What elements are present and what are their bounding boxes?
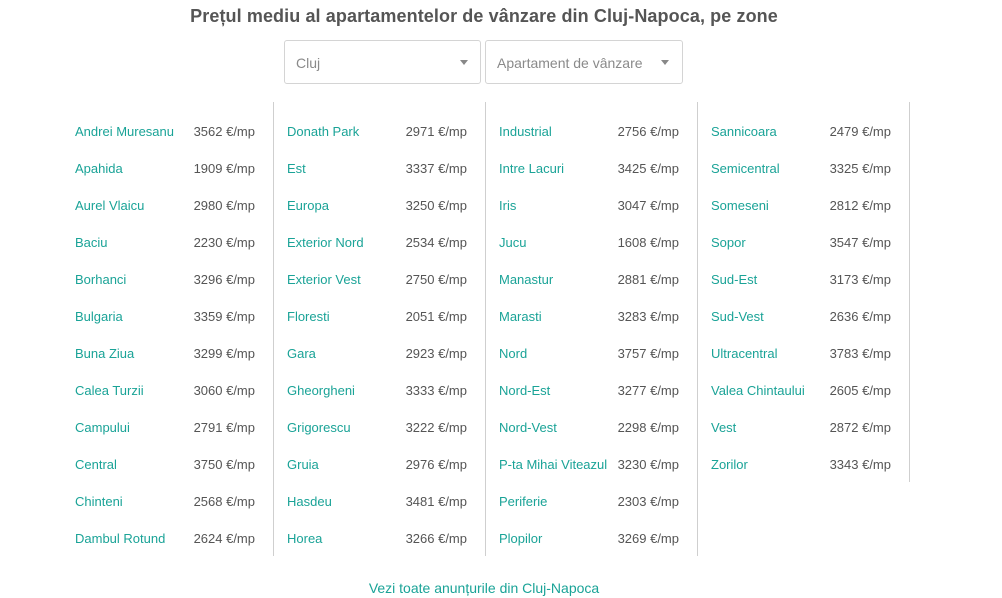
zone-link[interactable]: Grigorescu bbox=[287, 420, 351, 435]
zone-price-row bbox=[499, 346, 679, 366]
zone-link[interactable]: Buna Ziua bbox=[75, 346, 135, 361]
zone-link[interactable]: Manastur bbox=[499, 272, 554, 287]
zone-link[interactable]: Chinteni bbox=[75, 494, 123, 509]
zone-link[interactable]: Sannicoara bbox=[711, 124, 777, 139]
zone-price-row bbox=[75, 383, 255, 403]
zone-link[interactable]: Est bbox=[287, 161, 306, 176]
column-divider bbox=[485, 102, 486, 556]
zone-price-row bbox=[75, 198, 255, 218]
zone-link[interactable]: Nord-Est bbox=[499, 383, 551, 398]
zone-price: 2980 €/mp bbox=[193, 198, 255, 213]
column-divider bbox=[273, 102, 274, 556]
zone-link[interactable]: Zorilor bbox=[711, 457, 748, 472]
zone-price-row bbox=[499, 235, 679, 255]
zone-price-row bbox=[287, 198, 467, 218]
zone-price: 1608 €/mp bbox=[617, 235, 679, 250]
zone-price-row bbox=[75, 531, 255, 551]
zone-price: 3425 €/mp bbox=[617, 161, 679, 176]
zone-link[interactable]: Central bbox=[75, 457, 117, 472]
zone-price-row bbox=[499, 161, 679, 181]
zone-price-row bbox=[711, 457, 891, 477]
zone-price: 3266 €/mp bbox=[405, 531, 467, 546]
city-select-value: Cluj bbox=[296, 55, 321, 71]
zone-link[interactable]: Sopor bbox=[711, 235, 746, 250]
zone-price: 2298 €/mp bbox=[617, 420, 679, 435]
zone-price-row bbox=[711, 272, 891, 292]
zone-price: 1909 €/mp bbox=[193, 161, 255, 176]
zone-link[interactable]: Marasti bbox=[499, 309, 542, 324]
zone-price: 2756 €/mp bbox=[617, 124, 679, 139]
zone-link[interactable]: Bulgaria bbox=[75, 309, 123, 324]
zone-link[interactable]: P-ta Mihai Viteazul bbox=[499, 457, 608, 472]
zone-price-row bbox=[75, 457, 255, 477]
zone-price: 2624 €/mp bbox=[193, 531, 255, 546]
zone-link[interactable]: Andrei Muresanu bbox=[75, 124, 174, 139]
zone-price-row bbox=[499, 124, 679, 144]
zone-price: 3047 €/mp bbox=[617, 198, 679, 213]
zone-price: 3783 €/mp bbox=[829, 346, 891, 361]
zone-price-row bbox=[287, 531, 467, 551]
column-divider bbox=[697, 102, 698, 556]
zone-link[interactable]: Industrial bbox=[499, 124, 552, 139]
property-type-select[interactable] bbox=[485, 40, 683, 84]
zone-price: 3337 €/mp bbox=[405, 161, 467, 176]
zone-price: 3222 €/mp bbox=[405, 420, 467, 435]
zone-price-row bbox=[711, 309, 891, 329]
zone-price: 2303 €/mp bbox=[617, 494, 679, 509]
zone-price: 2230 €/mp bbox=[193, 235, 255, 250]
zone-price-row bbox=[499, 383, 679, 403]
zone-price: 2872 €/mp bbox=[829, 420, 891, 435]
zone-link[interactable]: Hasdeu bbox=[287, 494, 332, 509]
zone-price-row bbox=[287, 346, 467, 366]
zone-price: 3343 €/mp bbox=[829, 457, 891, 472]
zone-price-row bbox=[711, 420, 891, 440]
zone-price: 3481 €/mp bbox=[405, 494, 467, 509]
zone-price-row bbox=[711, 235, 891, 255]
zone-link[interactable]: Aurel Vlaicu bbox=[75, 198, 145, 213]
zone-price: 3277 €/mp bbox=[617, 383, 679, 398]
zone-price: 2923 €/mp bbox=[405, 346, 467, 361]
zone-price: 2605 €/mp bbox=[829, 383, 891, 398]
zone-price: 3060 €/mp bbox=[193, 383, 255, 398]
zone-link[interactable]: Intre Lacuri bbox=[499, 161, 565, 176]
zone-link[interactable]: Periferie bbox=[499, 494, 548, 509]
zone-price-row bbox=[499, 272, 679, 292]
zone-link[interactable]: Gheorgheni bbox=[287, 383, 355, 398]
zone-link[interactable]: Exterior Nord bbox=[287, 235, 364, 250]
zone-price-row bbox=[711, 161, 891, 181]
zone-price: 3173 €/mp bbox=[829, 272, 891, 287]
zone-price-row bbox=[287, 235, 467, 255]
zone-link[interactable]: Gara bbox=[287, 346, 316, 361]
zone-price-row bbox=[287, 457, 467, 477]
zone-price: 2534 €/mp bbox=[405, 235, 467, 250]
zone-link[interactable]: Nord bbox=[499, 346, 528, 361]
zone-price-row bbox=[711, 198, 891, 218]
zone-price-row bbox=[499, 531, 679, 551]
zone-link[interactable]: Campului bbox=[75, 420, 130, 435]
zone-link[interactable]: Exterior Vest bbox=[287, 272, 361, 287]
zone-price: 3333 €/mp bbox=[405, 383, 467, 398]
chevron-down-icon bbox=[460, 60, 468, 65]
property-type-select-value: Apartament de vânzare bbox=[497, 55, 643, 71]
zone-link[interactable]: Ultracentral bbox=[711, 346, 778, 361]
zone-price-row bbox=[711, 124, 891, 144]
zone-price-row bbox=[499, 309, 679, 329]
zone-link[interactable]: Donath Park bbox=[287, 124, 360, 139]
zone-price-row bbox=[287, 420, 467, 440]
zone-price-row bbox=[287, 494, 467, 514]
zone-price: 2812 €/mp bbox=[829, 198, 891, 213]
zone-price: 2881 €/mp bbox=[617, 272, 679, 287]
zone-price: 3250 €/mp bbox=[405, 198, 467, 213]
zone-price-row bbox=[499, 420, 679, 440]
zone-link[interactable]: Europa bbox=[287, 198, 329, 213]
zone-link[interactable]: Horea bbox=[287, 531, 323, 546]
zone-link[interactable]: Plopilor bbox=[499, 531, 543, 546]
zone-price: 2750 €/mp bbox=[405, 272, 467, 287]
zone-price: 2636 €/mp bbox=[829, 309, 891, 324]
zone-price: 3283 €/mp bbox=[617, 309, 679, 324]
chevron-down-icon bbox=[661, 60, 669, 65]
zone-price-row bbox=[499, 494, 679, 514]
zone-price-row bbox=[75, 272, 255, 292]
page-title: Prețul mediu al apartamentelor de vânzare din Cluj-Napoca, pe zone bbox=[190, 6, 778, 26]
zone-link[interactable]: Sud-Vest bbox=[711, 309, 764, 324]
zone-price-row bbox=[711, 346, 891, 366]
zone-price: 2568 €/mp bbox=[193, 494, 255, 509]
zone-link[interactable]: Jucu bbox=[499, 235, 527, 250]
zone-price-row bbox=[287, 309, 467, 329]
zone-price: 2051 €/mp bbox=[405, 309, 467, 324]
zone-price: 2976 €/mp bbox=[405, 457, 467, 472]
zone-price-row bbox=[75, 346, 255, 366]
zone-price: 3750 €/mp bbox=[193, 457, 255, 472]
zone-price: 3230 €/mp bbox=[617, 457, 679, 472]
zone-price-row bbox=[711, 383, 891, 403]
zone-price-row bbox=[75, 494, 255, 514]
column-divider bbox=[909, 102, 910, 482]
zone-price: 3296 €/mp bbox=[193, 272, 255, 287]
zone-link[interactable]: Dambul Rotund bbox=[75, 531, 166, 546]
zone-price-row bbox=[499, 198, 679, 218]
zone-price-row bbox=[75, 309, 255, 329]
zone-link[interactable]: Borhanci bbox=[75, 272, 127, 287]
zone-price: 3325 €/mp bbox=[829, 161, 891, 176]
zone-price-row bbox=[75, 161, 255, 181]
zone-price: 3562 €/mp bbox=[193, 124, 255, 139]
zone-link[interactable]: Calea Turzii bbox=[75, 383, 144, 398]
zone-price: 2971 €/mp bbox=[405, 124, 467, 139]
zone-price: 3359 €/mp bbox=[193, 309, 255, 324]
zone-price: 2791 €/mp bbox=[193, 420, 255, 435]
zone-link[interactable]: Gruia bbox=[287, 457, 319, 472]
zone-price-row bbox=[287, 272, 467, 292]
city-select[interactable] bbox=[284, 40, 481, 84]
zone-link[interactable]: Iris bbox=[499, 198, 517, 213]
zone-link[interactable]: Floresti bbox=[287, 309, 330, 324]
zone-price-row bbox=[287, 383, 467, 403]
zone-price: 3757 €/mp bbox=[617, 346, 679, 361]
zone-link[interactable]: Valea Chintaului bbox=[711, 383, 805, 398]
zone-link[interactable]: Someseni bbox=[711, 198, 769, 213]
view-all-listings-link[interactable]: Vezi toate anunțurile din Cluj-Napoca bbox=[368, 580, 600, 596]
zone-price-row bbox=[287, 161, 467, 181]
zone-price: 3269 €/mp bbox=[617, 531, 679, 546]
zone-price: 3299 €/mp bbox=[193, 346, 255, 361]
zone-link[interactable]: Apahida bbox=[75, 161, 123, 176]
zone-price-row bbox=[75, 124, 255, 144]
zone-price: 3547 €/mp bbox=[829, 235, 891, 250]
zone-link[interactable]: Sud-Est bbox=[711, 272, 758, 287]
zone-price-row bbox=[75, 235, 255, 255]
zone-link[interactable]: Baciu bbox=[75, 235, 108, 250]
zone-price-row bbox=[499, 457, 679, 477]
zone-price-row bbox=[75, 420, 255, 440]
zone-link[interactable]: Vest bbox=[711, 420, 737, 435]
zone-price: 2479 €/mp bbox=[829, 124, 891, 139]
zone-link[interactable]: Nord-Vest bbox=[499, 420, 557, 435]
zone-link[interactable]: Semicentral bbox=[711, 161, 780, 176]
zone-price-row bbox=[287, 124, 467, 144]
